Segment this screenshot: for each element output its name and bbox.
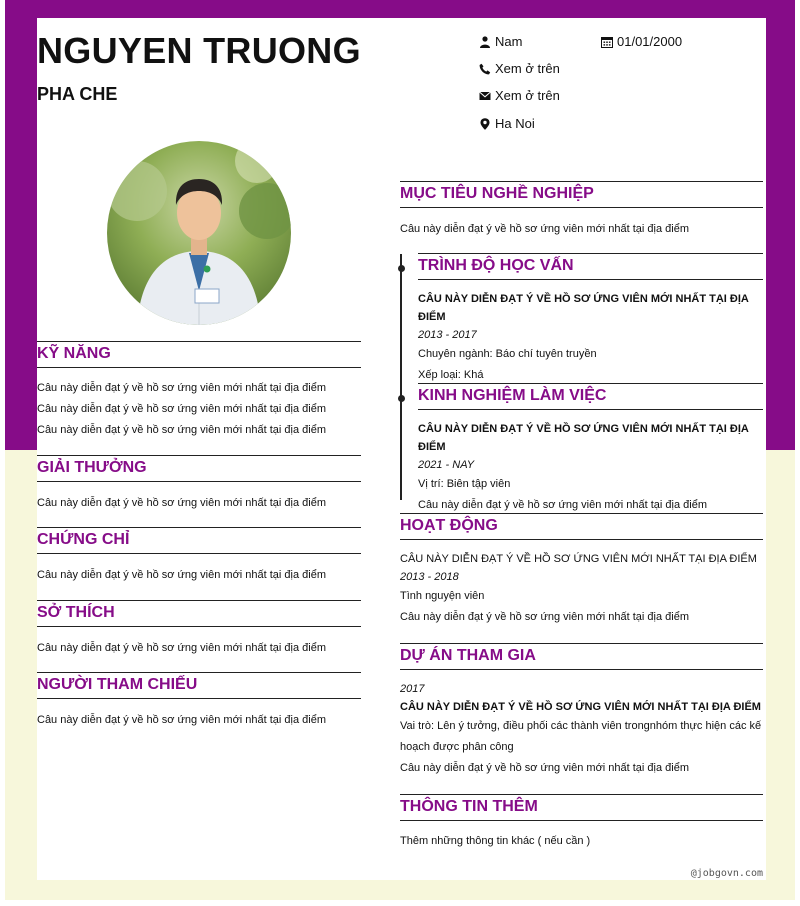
education-school: CÂU NÀY DIỄN ĐẠT Ý VỀ HỒ SƠ ỨNG VIÊN MỚI NHẤT TẠI ĐỊA ĐIỂM (418, 293, 749, 323)
timeline-dot (398, 395, 405, 402)
references-text: Câu này diễn đạt ý về hồ sơ ứng viên mới nhất tại địa điểm (37, 714, 327, 726)
phone-text: Xem ở trên (495, 61, 560, 76)
envelope-icon (479, 90, 491, 102)
education-grade: Xếp loại: Khá (418, 369, 484, 381)
projects-name: CÂU NÀY DIỄN ĐẠT Ý VỀ HỒ SƠ ỨNG VIÊN MỚI NHẤT TẠI ĐỊA ĐIỂM (400, 701, 761, 713)
references-section (37, 672, 361, 731)
hobbies-title: SỞ THÍCH (37, 600, 361, 627)
candidate-name: NGUYEN TRUONG (37, 30, 361, 71)
experience-title: KINH NGHIỆM LÀM VIỆC (418, 383, 763, 410)
skill-item: Câu này diễn đạt ý về hồ sơ ứng viên mới nhất tại địa điểm (37, 382, 327, 394)
hobbies-section (37, 600, 361, 659)
certificates-text: Câu này diễn đạt ý về hồ sơ ứng viên mới nhất tại địa điểm (37, 569, 327, 581)
contact-gender (479, 34, 522, 49)
skills-title: KỸ NĂNG (37, 341, 361, 368)
contact-birthday (601, 34, 682, 49)
person-icon (479, 36, 491, 48)
contact-phone (479, 61, 560, 76)
experience-desc: Câu này diễn đạt ý về hồ sơ ứng viên mới nhất tại địa điểm (418, 499, 708, 511)
projects-title: DỰ ÁN THAM GIA (400, 643, 763, 670)
references-title: NGƯỜI THAM CHIẾU (37, 672, 361, 699)
calendar-icon (601, 36, 613, 48)
location-pin-icon (479, 118, 491, 130)
contact-email (479, 88, 560, 103)
education-section (418, 253, 763, 386)
footer-brand: @jobgovn.com (690, 868, 763, 879)
email-text: Xem ở trên (495, 88, 560, 103)
activities-org: CÂU NÀY DIỄN ĐẠT Ý VỀ HỒ SƠ ỨNG VIÊN MỚI NHẤT TẠI ĐỊA ĐIỂM (400, 553, 757, 565)
experience-period: 2021 - NAY (418, 459, 475, 471)
job-title: PHA CHE (37, 84, 118, 104)
timeline-dot (398, 265, 405, 272)
skill-item: Câu này diễn đạt ý về hồ sơ ứng viên mới nhất tại địa điểm (37, 403, 327, 415)
timeline-line (400, 254, 402, 500)
certificates-title: CHỨNG CHỈ (37, 527, 361, 554)
hobbies-text: Câu này diễn đạt ý về hồ sơ ứng viên mới nhất tại địa điểm (37, 642, 327, 654)
education-period: 2013 - 2017 (418, 329, 477, 341)
activities-title: HOẠT ĐỘNG (400, 513, 763, 540)
activities-section (400, 513, 763, 628)
projects-role: Vai trò: Lên ý tưởng, điều phối các thành viên trongnhóm thực hiện các kế hoạch được phân công (400, 720, 762, 753)
avatar (107, 141, 291, 325)
education-title: TRÌNH ĐỘ HỌC VẤN (418, 253, 763, 280)
awards-section (37, 455, 361, 514)
awards-text: Câu này diễn đạt ý về hồ sơ ứng viên mới nhất tại địa điểm (37, 497, 327, 509)
additional-title: THÔNG TIN THÊM (400, 794, 763, 821)
additional-section (400, 794, 763, 852)
phone-icon (479, 63, 491, 75)
address-text: Ha Noi (495, 116, 535, 131)
skills-section (37, 341, 361, 441)
projects-year: 2017 (400, 683, 425, 695)
activities-role: Tình nguyện viên (400, 590, 485, 602)
projects-section (400, 643, 763, 779)
certificates-section (37, 527, 361, 586)
objective-text: Câu này diễn đạt ý về hồ sơ ứng viên mới nhất tại địa điểm (400, 223, 690, 235)
awards-title: GIẢI THƯỞNG (37, 455, 361, 482)
activities-desc: Câu này diễn đạt ý về hồ sơ ứng viên mới nhất tại địa điểm (400, 611, 690, 623)
experience-position: Vị trí: Biên tập viên (418, 478, 511, 490)
birthday-text: 01/01/2000 (617, 34, 683, 49)
education-major: Chuyên ngành: Báo chí tuyên truyền (418, 348, 597, 360)
projects-desc: Câu này diễn đạt ý về hồ sơ ứng viên mới nhất tại địa điểm (400, 762, 690, 774)
contact-address (479, 116, 535, 131)
skill-item: Câu này diễn đạt ý về hồ sơ ứng viên mới nhất tại địa điểm (37, 424, 327, 436)
activities-period: 2013 - 2018 (400, 571, 459, 583)
experience-company: CÂU NÀY DIỄN ĐẠT Ý VỀ HỒ SƠ ỨNG VIÊN MỚI NHẤT TẠI ĐỊA ĐIỂM (418, 423, 749, 453)
objective-section (400, 181, 763, 240)
gender-text: Nam (495, 34, 523, 49)
objective-title: MỤC TIÊU NGHỀ NGHIỆP (400, 181, 763, 208)
experience-section (418, 383, 763, 516)
additional-text: Thêm những thông tin khác ( nếu cần ) (400, 835, 591, 847)
